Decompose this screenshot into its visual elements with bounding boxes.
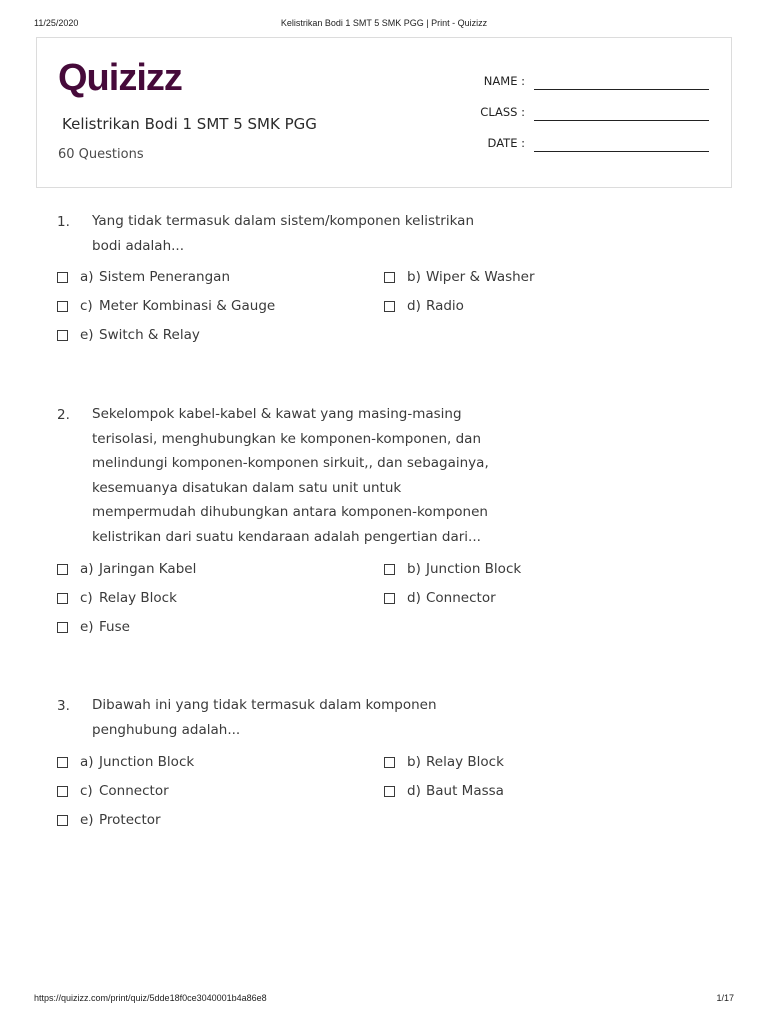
option-letter: c) [80, 590, 93, 606]
page-number: 1/17 [716, 993, 734, 1003]
option-text: Fuse [99, 619, 130, 635]
print-url[interactable]: https://quizizz.com/print/quiz/5dde18f0ce3040001b4a86e8 [34, 993, 267, 1003]
print-title: Kelistrikan Bodi 1 SMT 5 SMK PGG | Print - Quizizz [280, 18, 488, 28]
date-field [459, 132, 709, 152]
checkbox-icon[interactable] [384, 272, 395, 283]
checkbox-icon[interactable] [57, 757, 68, 768]
checkbox-icon[interactable] [57, 622, 68, 633]
date-line [534, 151, 709, 152]
question-number: 1. [57, 214, 70, 230]
name-label: NAME : [483, 74, 525, 88]
option-letter: d) [407, 783, 421, 799]
option-letter: d) [407, 298, 421, 314]
checkbox-icon[interactable] [384, 786, 395, 797]
quiz-title: Kelistrikan Bodi 1 SMT 5 SMK PGG [62, 115, 317, 133]
option-text: Junction Block [99, 754, 195, 770]
checkbox-icon[interactable] [384, 593, 395, 604]
option-letter: b) [407, 561, 421, 577]
checkbox-icon[interactable] [57, 330, 68, 341]
option-text: Sistem Penerangan [99, 269, 230, 285]
option-text: Baut Massa [426, 783, 504, 799]
option-letter: e) [80, 327, 94, 343]
option-letter: e) [80, 812, 94, 828]
name-field [459, 70, 709, 90]
quiz-header-card [36, 37, 732, 188]
option-text: Switch & Relay [99, 327, 200, 343]
option-letter: a) [80, 269, 94, 285]
checkbox-icon[interactable] [57, 272, 68, 283]
checkbox-icon[interactable] [57, 786, 68, 797]
option-text: Relay Block [99, 590, 177, 606]
class-line [534, 120, 709, 121]
option-text: Relay Block [426, 754, 504, 770]
option-text: Jaringan Kabel [99, 561, 197, 577]
checkbox-icon[interactable] [384, 564, 395, 575]
question-count: 60 Questions [58, 147, 144, 162]
option-text: Radio [426, 298, 464, 314]
class-label: CLASS : [480, 105, 525, 119]
checkbox-icon[interactable] [57, 301, 68, 312]
checkbox-icon[interactable] [384, 757, 395, 768]
question-text: Yang tidak termasuk dalam sistem/komponen kelistrikan bodi adalah... [92, 213, 474, 254]
question-text: Dibawah ini yang tidak termasuk dalam komponen penghubung adalah... [92, 697, 437, 738]
option-letter: e) [80, 619, 94, 635]
option-text: Protector [99, 812, 161, 828]
question-number: 2. [57, 407, 70, 423]
option-text: Meter Kombinasi & Gauge [99, 298, 276, 314]
quizizz-logo [58, 56, 198, 98]
name-line [534, 89, 709, 90]
class-field [459, 101, 709, 121]
checkbox-icon[interactable] [384, 301, 395, 312]
option-letter: a) [80, 754, 94, 770]
option-text: Junction Block [426, 561, 522, 577]
print-date: 11/25/2020 [34, 18, 79, 28]
option-text: Connector [99, 783, 169, 799]
svg-text:Quizizz: Quizizz [58, 57, 182, 98]
question-text: Sekelompok kabel-kabel & kawat yang masing-masing terisolasi, menghubungkan ke komponen-komponen, dan melindungi komponen-komponen sirkuit,, dan sebagainya, kesemuanya disatukan dalam satu unit untuk mempermudah dihubungkan antara komponen-komponen kelistrikan dari suatu kendaraan adalah pengertian dari... [92, 406, 489, 545]
option-letter: b) [407, 269, 421, 285]
option-letter: b) [407, 754, 421, 770]
question-number: 3. [57, 698, 70, 714]
checkbox-icon[interactable] [57, 815, 68, 826]
option-letter: c) [80, 783, 93, 799]
print-header [34, 18, 734, 32]
checkbox-icon[interactable] [57, 564, 68, 575]
option-letter: a) [80, 561, 94, 577]
option-text: Wiper & Washer [426, 269, 535, 285]
option-letter: c) [80, 298, 93, 314]
date-label: DATE : [487, 136, 525, 150]
option-text: Connector [426, 590, 496, 606]
checkbox-icon[interactable] [57, 593, 68, 604]
option-letter: d) [407, 590, 421, 606]
